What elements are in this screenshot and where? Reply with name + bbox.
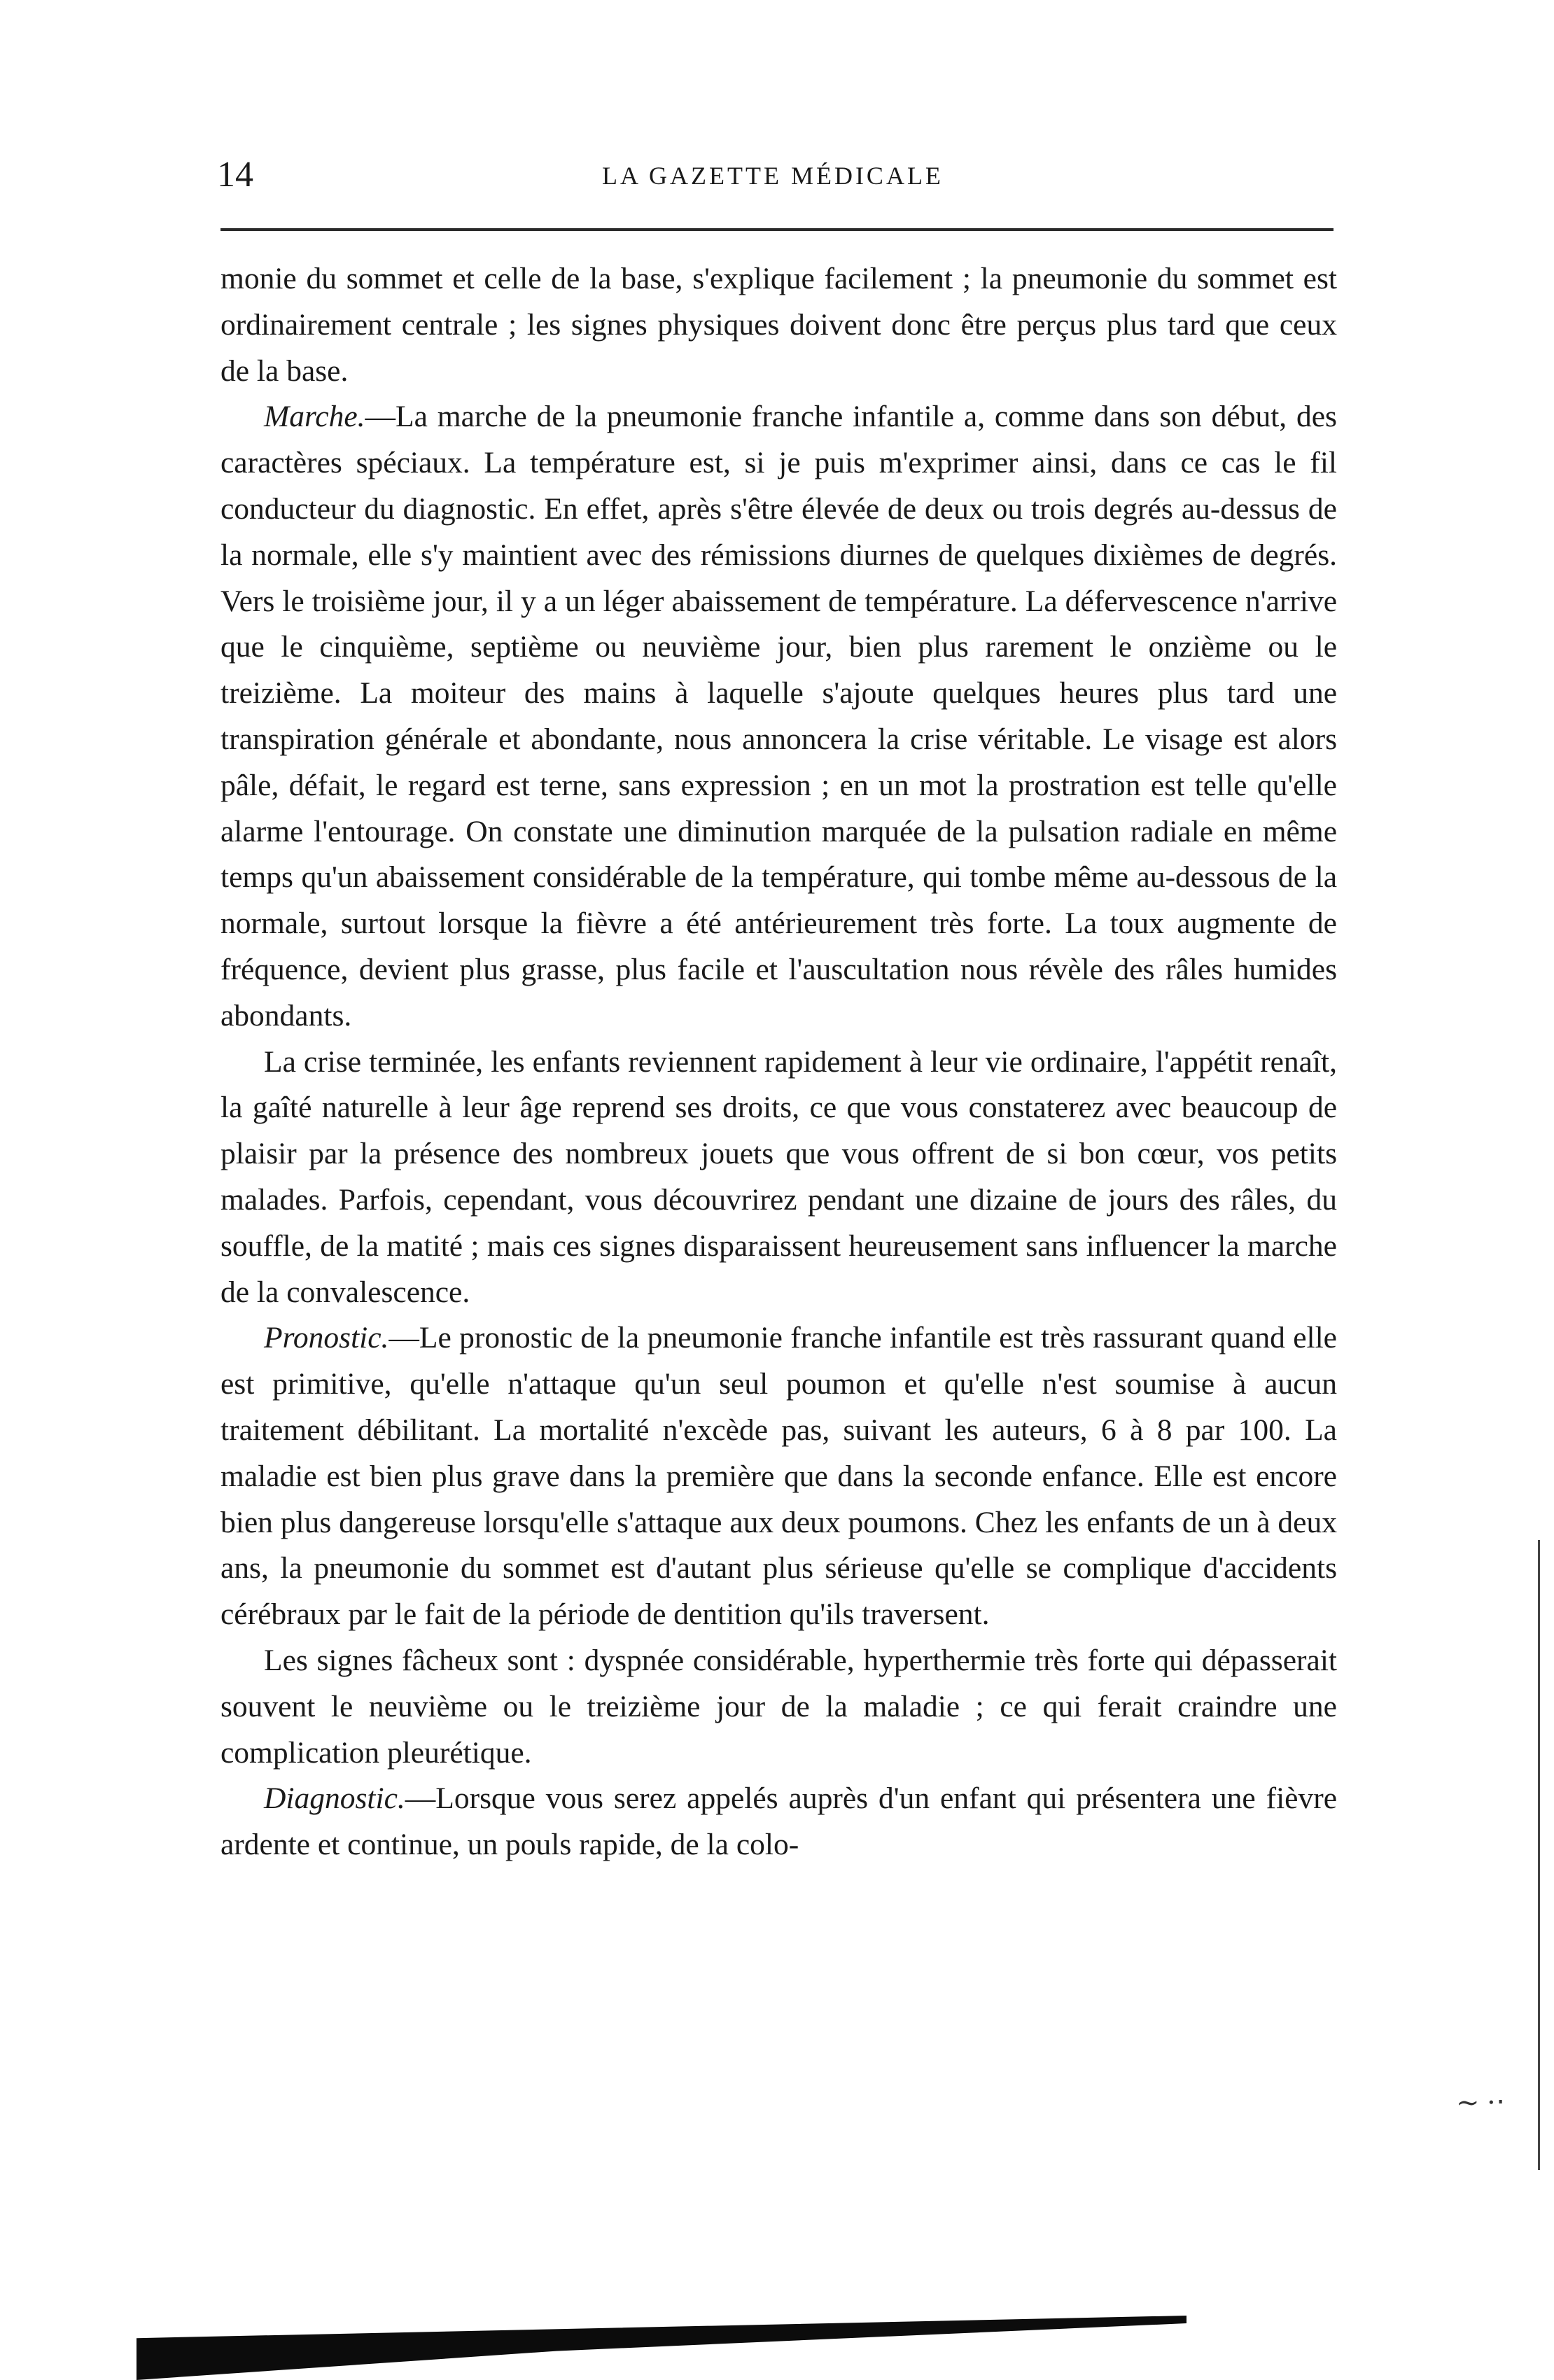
paragraph-text: —Lorsque vous serez appelés auprès d'un enfant qui présentera une fièvre ardente et continue, un pouls rapide, de la colo- bbox=[220, 1782, 1337, 1862]
body-text bbox=[220, 256, 1337, 1868]
paragraph-signes bbox=[220, 1638, 1337, 1776]
section-heading-diagnostic: Diagnostic. bbox=[264, 1782, 405, 1816]
paragraph-text: monie du sommet et celle de la base, s'explique facilement ; la pneumonie du sommet est ordinairement centrale ; les signes physiques doivent donc être perçus plus tard que ceux de la base. bbox=[220, 262, 1337, 388]
scan-edge-line bbox=[1538, 1540, 1540, 2170]
paragraph-marche bbox=[220, 394, 1337, 1039]
paragraph-diagnostic bbox=[220, 1776, 1337, 1868]
section-heading-pronostic: Pronostic. bbox=[264, 1321, 389, 1355]
paragraph-sommet-base bbox=[220, 256, 1337, 394]
running-title: LA GAZETTE MÉDICALE bbox=[602, 162, 944, 190]
paragraph-text: Les signes fâcheux sont : dyspnée considérable, hyperthermie très forte qui dépasserait souvent le neuvième ou le treizième jour de la maladie ; ce qui ferait craindre une complication pleurétique. bbox=[220, 1643, 1337, 1770]
page-number: 14 bbox=[217, 155, 253, 195]
section-heading-marche: Marche. bbox=[264, 400, 365, 434]
page-header bbox=[217, 154, 1337, 203]
scan-bottom-band bbox=[136, 2316, 1186, 2380]
paragraph-text: La crise terminée, les enfants reviennent rapidement à leur vie ordinaire, l'appétit renaît, la gaîté naturelle à leur âge reprend ses droits, ce que vous constaterez avec beaucoup de plaisir par la présence des nombreux jouets que vous offrent de si bon cœur, vos petits malades. Parfois, cependant, vous découvrirez pendant une dizaine de jours des râles, du souffle, de la matité ; mais ces signes disparaissent heureusement sans influencer la marche de la convalescence. bbox=[220, 1044, 1337, 1309]
paragraph-crise bbox=[220, 1040, 1337, 1316]
header-rule bbox=[220, 228, 1334, 231]
paragraph-pronostic bbox=[220, 1315, 1337, 1638]
paragraph-text: —Le pronostic de la pneumonie franche infantile est très rassurant quand elle est primitive, qu'elle n'attaque qu'un seul poumon et qu'elle n'est soumise à aucun traitement débilitant. La mortalité n'excède pas, suivant les auteurs, 6 à 8 par 100. La maladie est bien plus grave dans la première que dans la seconde enfance. Elle est encore bien plus dangereuse lorsqu'elle s'attaque aux deux poumons. Chez les enfants de un à deux ans, la pneumonie du sommet est d'autant plus sérieuse qu'elle se complique d'accidents cérébraux par le fait de la période de dentition qu'ils traversent. bbox=[220, 1321, 1337, 1632]
scan-edge-marks: ∼ ⋅‧ bbox=[1456, 2087, 1505, 2118]
paragraph-text: —La marche de la pneumonie franche infantile a, comme dans son début, des caractères spéciaux. La température est, si je puis m'exprimer ainsi, dans ce cas le fil conducteur du diagnostic. En effet, après s'être élevée de deux ou trois degrés au-dessus de la normale, elle s'y maintient avec des rémissions diurnes de quelques dixièmes de degrés. Vers le troisième jour, il y a un léger abaissement de température. La défervescence n'arrive que le cinquième, septième ou neuvième jour, bien plus rarement le onzième ou le treizième. La moiteur des mains à laquelle s'ajoute quelques heures plus tard une transpiration générale et abondante, nous annoncera la crise véritable. Le visage est alors pâle, défait, le regard est terne, sans expression ; en un mot la prostration est telle qu'elle alarme l'entourage. On constate une diminution marquée de la pulsation radiale en même temps qu'un abaissement considérable de la température, qui tombe même au-dessous de la normale, surtout lorsque la fièvre a été antérieurement très forte. La toux augmente de fréquence, devient plus grasse, plus facile et l'auscultation nous révèle des râles humides abondants. bbox=[220, 400, 1337, 1032]
